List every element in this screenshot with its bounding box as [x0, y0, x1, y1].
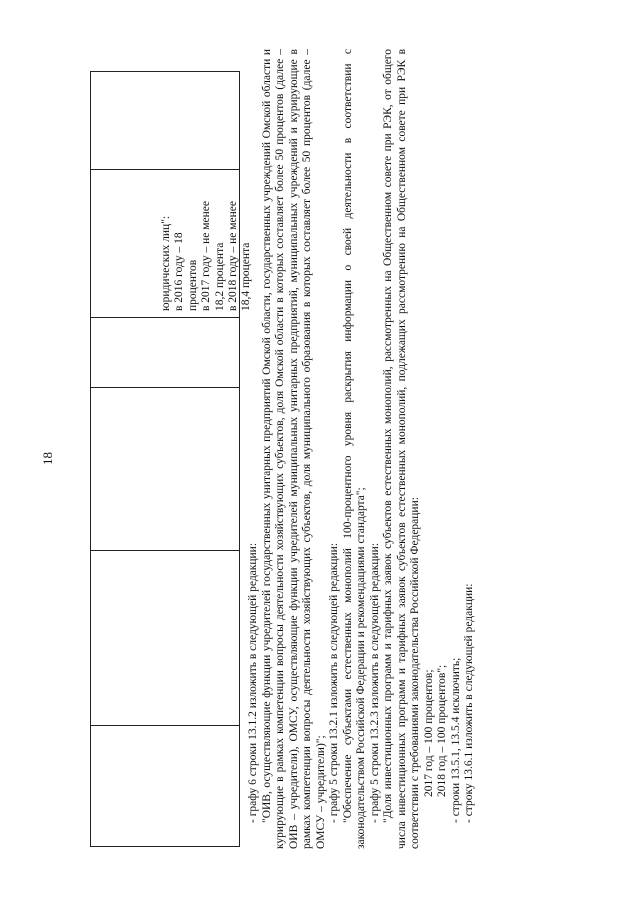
- body-text: [247, 49, 477, 849]
- table-column-divider: [91, 550, 239, 551]
- page-number: 18: [40, 452, 55, 465]
- table-column-divider: [91, 169, 239, 170]
- table-column-divider: [91, 725, 239, 726]
- paragraph: "ОИВ, осуществляющие функции учредителей государственных унитарных предприятий Омской области, государственных учреждений Омской области и курирующие в рамках компетенции вопросы деятельности хозяйствующих субъектов, доля Омской области в которых составляет более 50 процентов (далее – ОИВ – учредители), ОМСУ, осуществляющие функции учредителей муниципальных унитарных предприятий, муниципальных учреждений и курирующие в рамках компетенции вопросы деятельности хозяйствующих субъектов, доля муниципального образования в которых составляет более 50 процентов (далее – ОМСУ – учредители)";: [260, 49, 327, 849]
- paragraph: - строки 13.5.1, 13.5.4 исключить;: [449, 657, 462, 823]
- paragraph: - графу 5 строки 13.2.1 изложить в следующей редакции:: [328, 542, 340, 823]
- table-cell: юридических лиц": в 2016 году – 18 процентов в 2017 году – не менее 18,2 процента в 2018 году – не менее 18,4 процента: [160, 200, 253, 311]
- table-column-divider: [91, 317, 239, 318]
- paragraph: "Доля инвестиционных программ и тарифных заявок субъектов естественных монополий, рассмотренных на Общественном совете при РЭК, от общего числа инвестиционных программ и тарифных заявок субъектов естественных монополий, подлежащих рассмотрению на Общественном совете при РЭК в соответствии с требованиями законодательства Российской Федерации:: [382, 49, 421, 849]
- paragraph: 2018 год – 100 процентов";: [436, 664, 448, 797]
- paragraph: - графу 5 строки 13.2.3 изложить в следующей редакции:: [368, 542, 381, 823]
- table: [90, 71, 240, 847]
- paragraph: - строку 13.6.1 изложить в следующей редакции:: [463, 583, 475, 823]
- paragraph: - графу 6 строки 13.1.2 изложить в следующей редакции:: [247, 542, 259, 823]
- table-column-divider: [91, 387, 239, 388]
- paragraph: 2017 год – 100 процентов;: [422, 669, 435, 797]
- paragraph: "Обеспечение субъектами естественных монополий 100-процентного уровня раскрытия информации о своей деятельности в соответствии с законодательством Российской Федерации и рекомендациями стандарта";: [341, 49, 367, 849]
